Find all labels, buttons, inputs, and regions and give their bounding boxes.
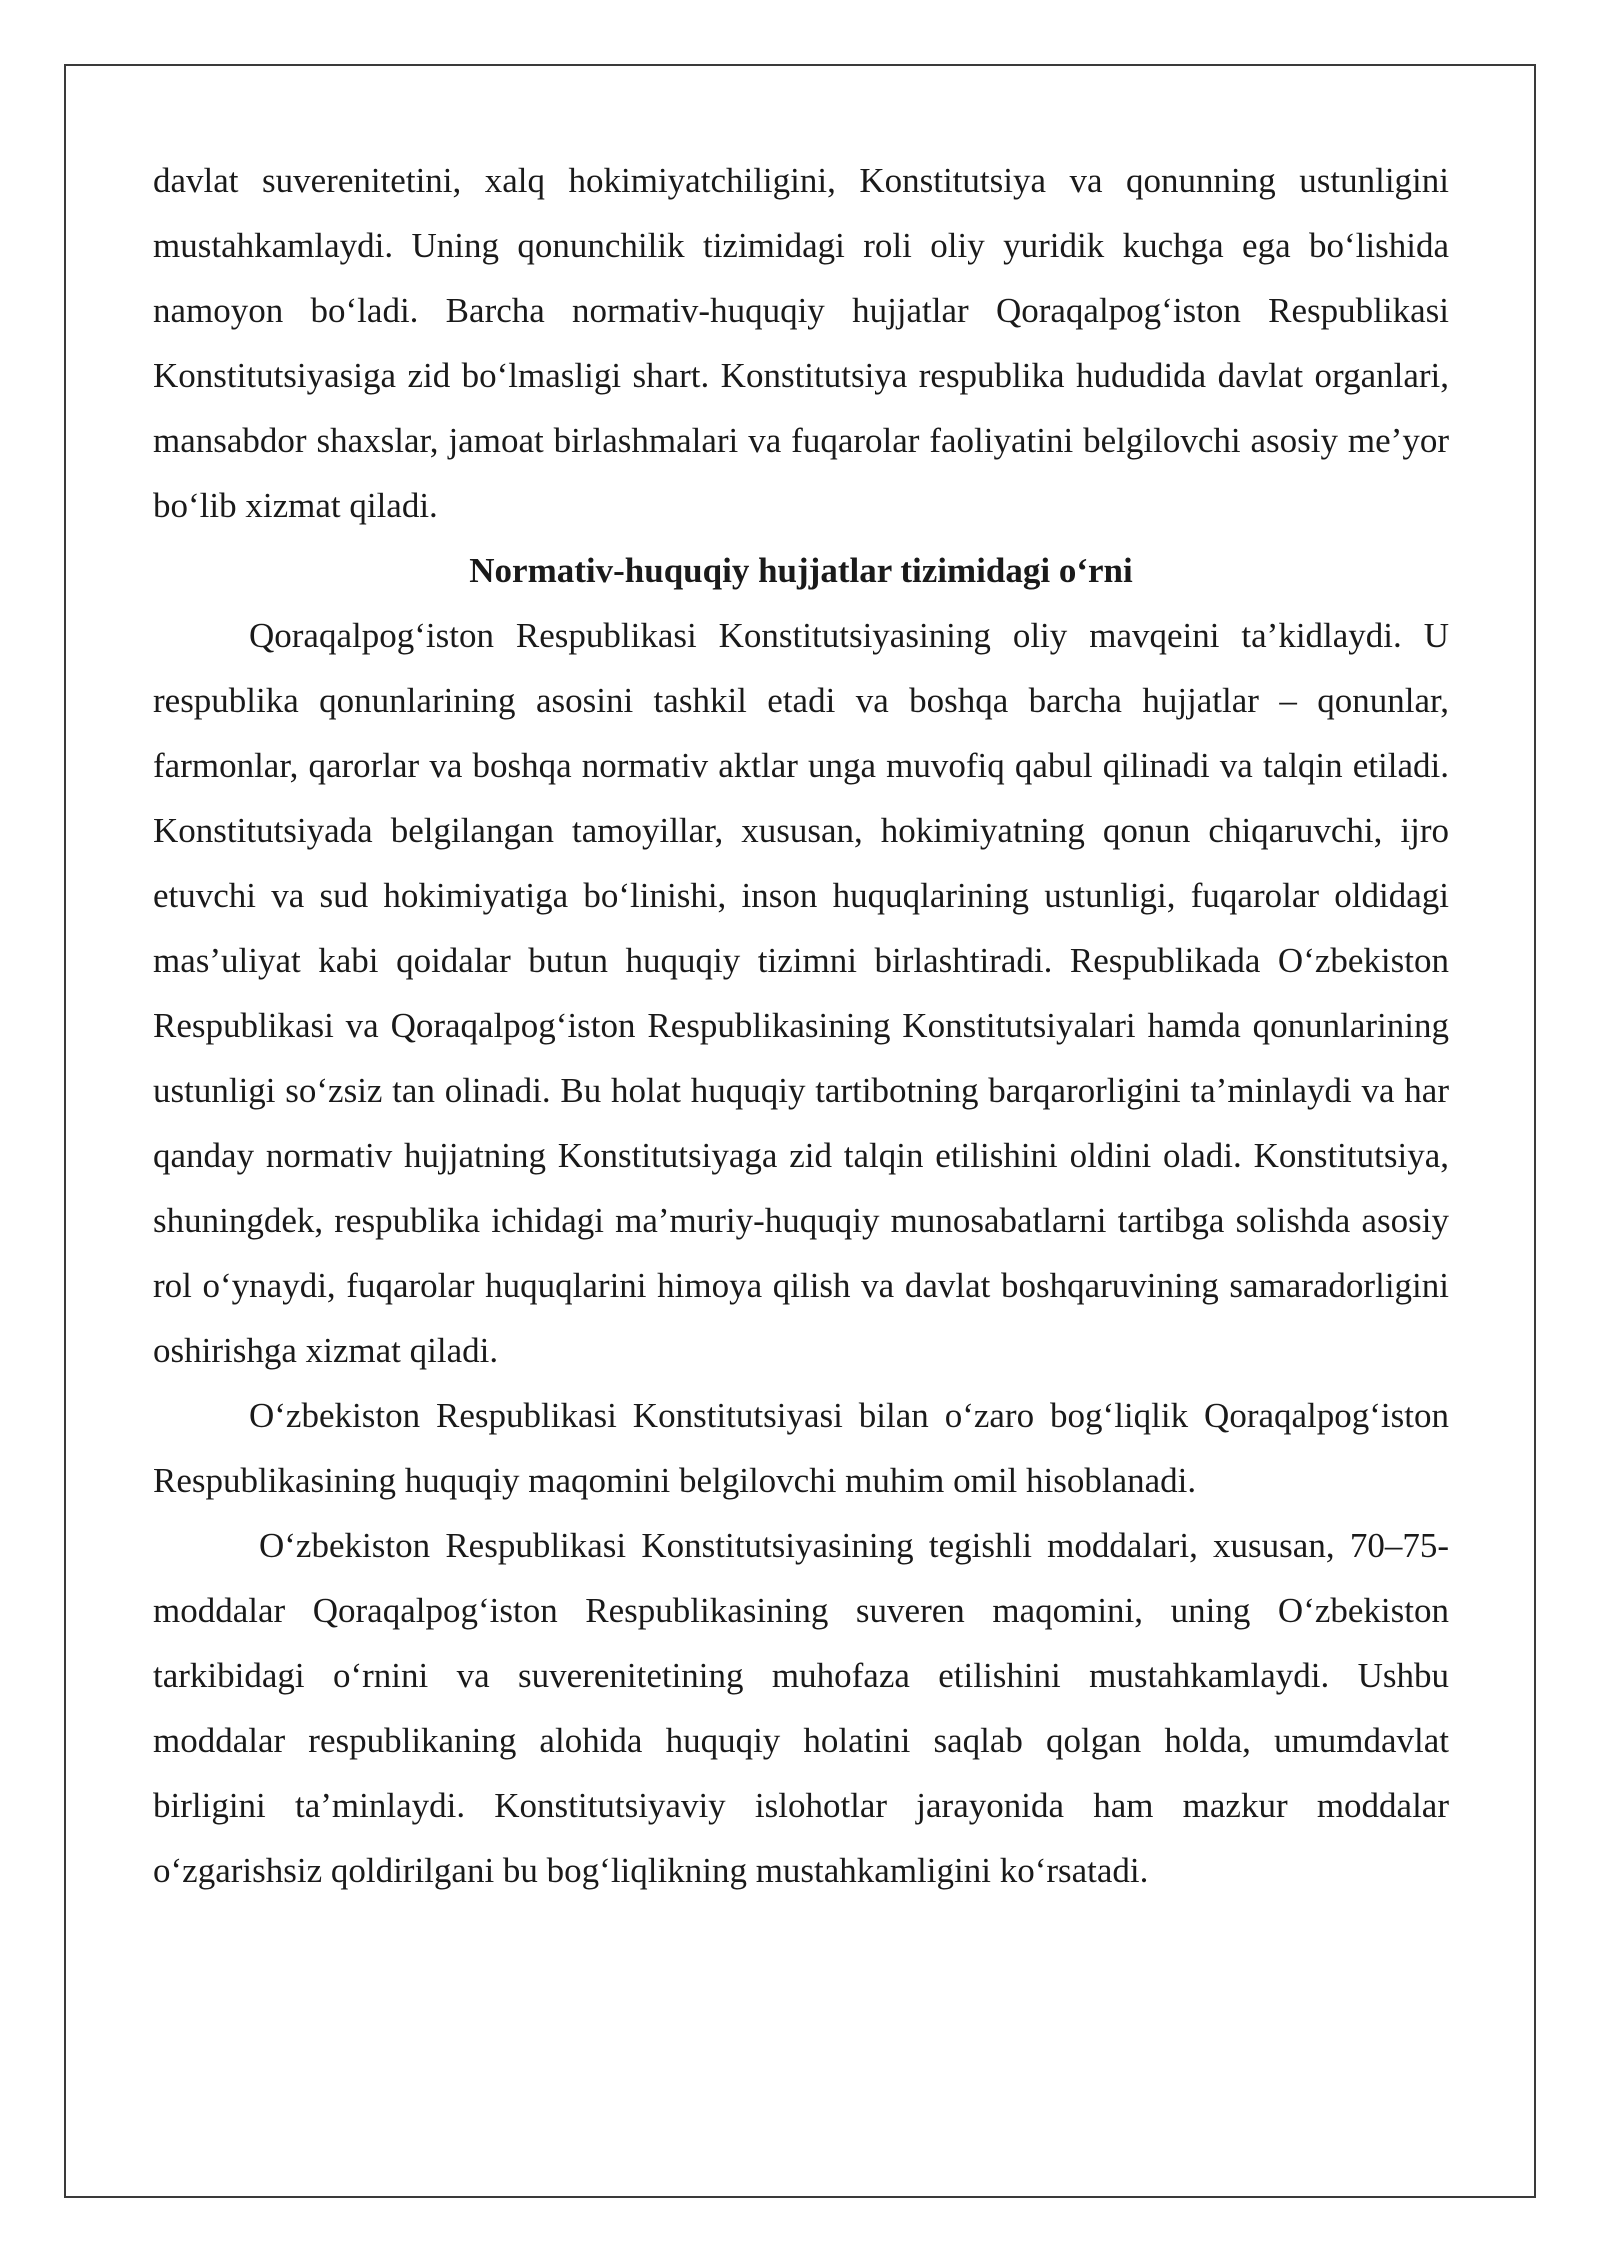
document-body <box>153 148 1449 1903</box>
paragraph-intro: davlat suverenitetini, xalq hokimiyatchiligini, Konstitutsiya va qonunning ustunligini mustahkamlaydi. Uning qonunchilik tizimidagi roli oliy yuridik kuchga ega bo‘lishida namoyon bo‘ladi. Barcha normativ-huquqiy hujjatlar Qoraqalpog‘iston Respublikasi Konstitutsiyasiga zid bo‘lmasligi shart. Konstitutsiya respublika hududida davlat organlari, mansabdor shaxslar, jamoat birlashmalari va fuqarolar faoliyatini belgilovchi asosiy me’yor bo‘lib xizmat qiladi. <box>153 161 1449 525</box>
section-heading: Normativ-huquqiy hujjatlar tizimidagi o‘rni <box>469 551 1133 590</box>
paragraph-interrelation: O‘zbekiston Respublikasi Konstitutsiyasi bilan o‘zaro bog‘liqlik Qoraqalpog‘iston Respublikasining huquqiy maqomini belgilovchi muhim omil hisoblanadi. <box>153 1396 1449 1500</box>
paragraph-articles: O‘zbekiston Respublikasi Konstitutsiyasining tegishli moddalari, xususan, 70–75-moddalar Qoraqalpog‘iston Respublikasining suveren maqomini, uning O‘zbekiston tarkibidagi o‘rnini va suverenitetining muhofaza etilishini mustahkamlaydi. Ushbu moddalar respublikaning alohida huquqiy holatini saqlab qolgan holda, umumdavlat birligini ta’minlaydi. Konstitutsiyaviy islohotlar jarayonida ham mazkur moddalar o‘zgarishsiz qoldirilgani bu bog‘liqlikning mustahkamligini ko‘rsatadi. <box>153 1526 1449 1890</box>
paragraph-supremacy: Qoraqalpog‘iston Respublikasi Konstitutsiyasining oliy mavqeini ta’kidlaydi. U respublika qonunlarining asosini tashkil etadi va boshqa barcha hujjatlar – qonunlar, farmonlar, qarorlar va boshqa normativ aktlar unga muvofiq qabul qilinadi va talqin etiladi. Konstitutsiyada belgilangan tamoyillar, xususan, hokimiyatning qonun chiqaruvchi, ijro etuvchi va sud hokimiyatiga bo‘linishi, inson huquqlarining ustunligi, fuqarolar oldidagi mas’uliyat kabi qoidalar butun huquqiy tizimni birlashtiradi. Respublikada O‘zbekiston Respublikasi va Qoraqalpog‘iston Respublikasining Konstitutsiyalari hamda qonunlarining ustunligi so‘zsiz tan olinadi. Bu holat huquqiy tartibotning barqarorligini ta’minlaydi va har qanday normativ hujjatning Konstitutsiyaga zid talqin etilishini oldini oladi. Konstitutsiya, shuningdek, respublika ichidagi ma’muriy-huquqiy munosabatlarni tartibga solishda asosiy rol o‘ynaydi, fuqarolar huquqlarini himoya qilish va davlat boshqaruvining samaradorligini oshirishga xizmat qiladi. <box>153 616 1449 1370</box>
